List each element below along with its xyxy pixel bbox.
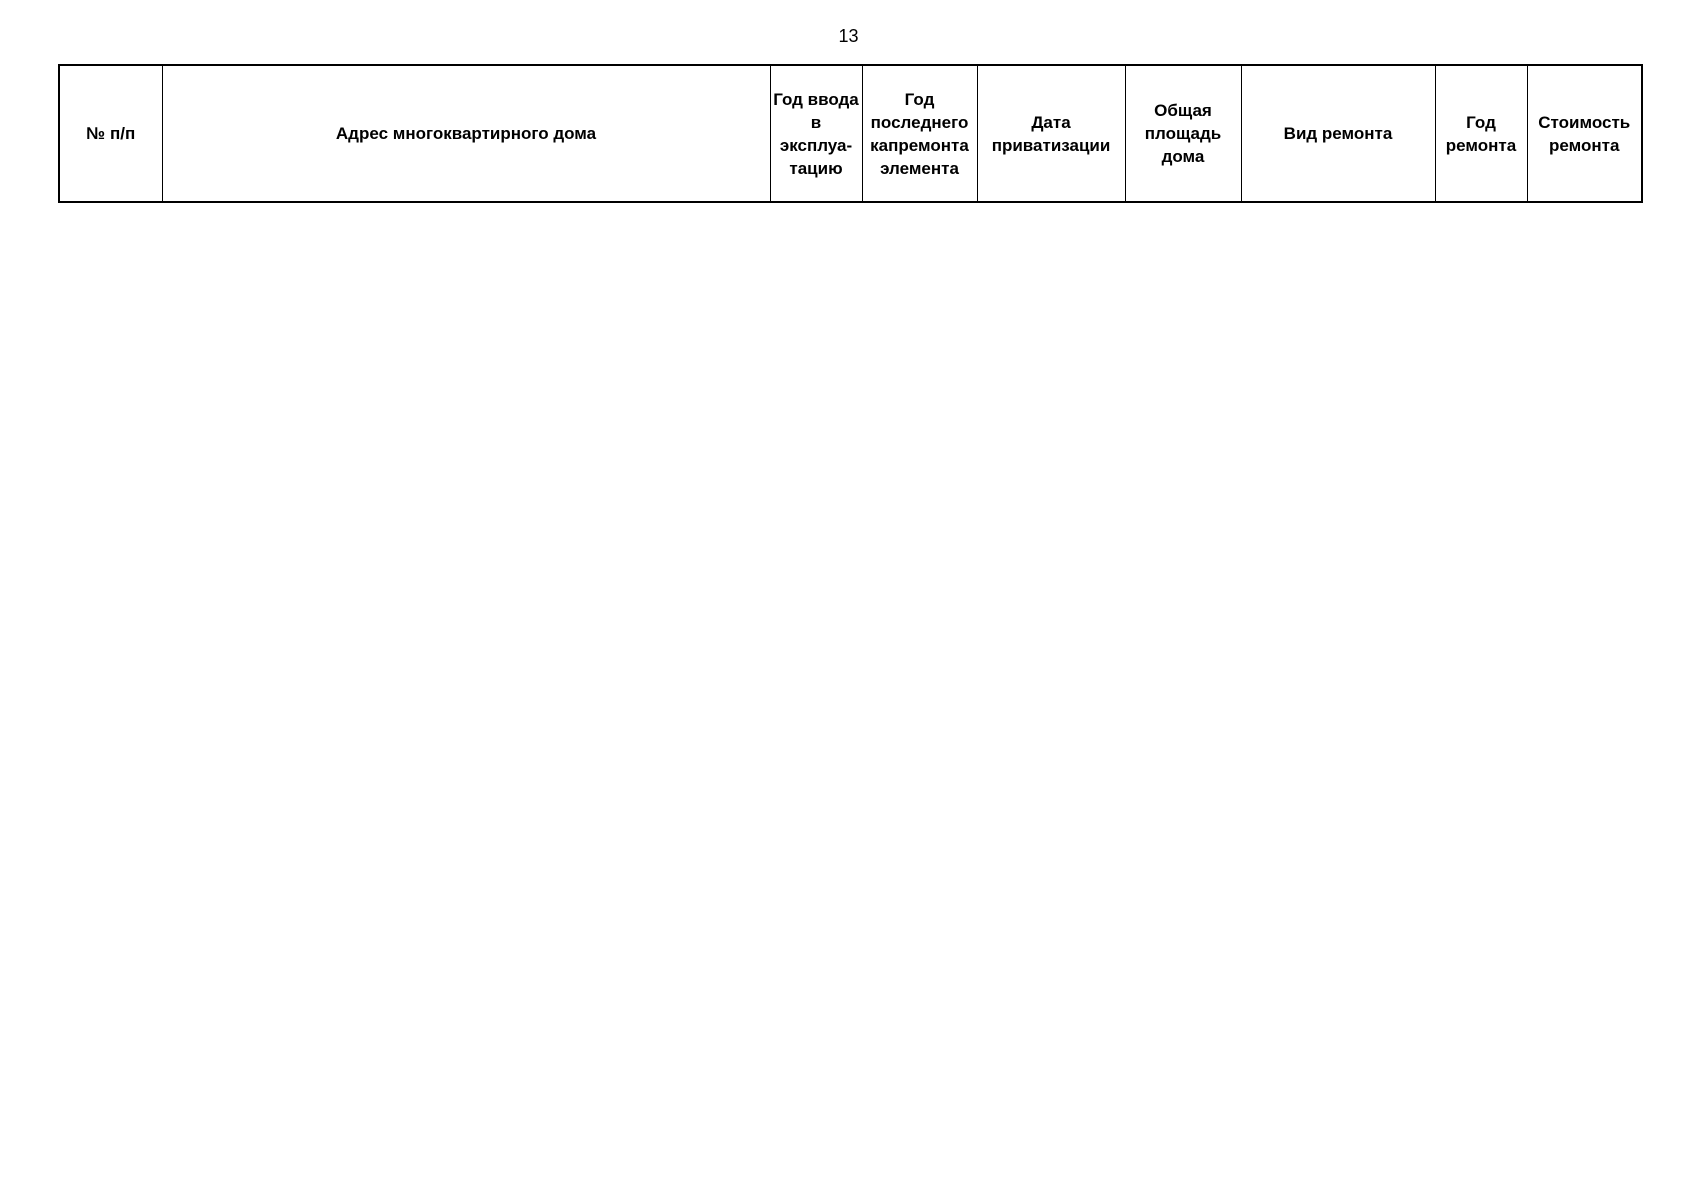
col-header-repair-year: Год ремонта: [1435, 65, 1527, 202]
page-number: 13: [838, 26, 859, 46]
repair-register-table: [58, 64, 1643, 203]
col-header-privatization-date: Дата приватизации: [977, 65, 1125, 202]
header-row: [59, 65, 1642, 202]
col-header-total-area: Общая площадь дома: [1125, 65, 1241, 202]
col-header-address: Адрес многоквартирного дома: [162, 65, 770, 202]
col-header-repair-type: Вид ремонта: [1241, 65, 1435, 202]
col-header-last-repair-year: Год последнего капремонта элемента: [862, 65, 977, 202]
col-header-repair-cost: Стоимость ремонта: [1527, 65, 1642, 202]
col-header-year-built: Год ввода в эксплуа-тацию: [770, 65, 862, 202]
col-header-number: № п/п: [59, 65, 162, 202]
